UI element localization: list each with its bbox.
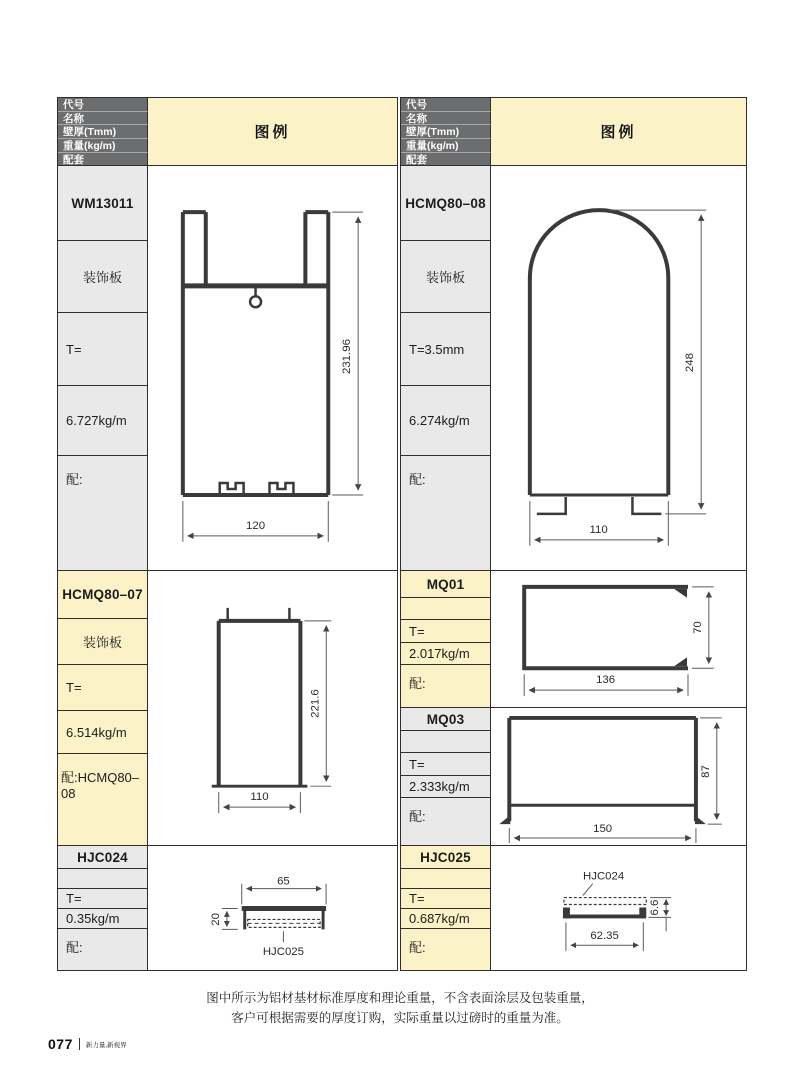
right-profile-table <box>400 97 747 971</box>
header-code-label: 代号 <box>58 98 148 112</box>
footer-note <box>0 988 800 1028</box>
profile-thickness: T= <box>401 753 491 776</box>
profile-code: HJC025 <box>401 846 491 869</box>
profile-code: HCMQ80–08 <box>401 166 491 241</box>
profile-weight: 2.333kg/m <box>401 776 491 798</box>
profile-accessory: 配: <box>58 929 148 971</box>
header-weight-label: 重量(kg/m) <box>58 139 148 153</box>
profile-thickness: T= <box>401 889 491 909</box>
dim-height-label: 87 <box>699 765 712 778</box>
hjc024-diagram-cell <box>148 846 398 971</box>
footer-note-line2: 客户可根据需要的厚度订购，实际重量以过磅时的重量为准。 <box>231 1011 569 1025</box>
dim-height-label: 221.6 <box>309 689 322 718</box>
profile-outline <box>524 587 688 668</box>
profile-accessory: 配: <box>58 456 148 571</box>
profile-thickness: T= <box>58 889 148 909</box>
profile-thickness: T= <box>58 313 148 386</box>
dimension-lines <box>183 212 363 542</box>
insert-ref-label: HJC025 <box>262 946 304 959</box>
header-thickness-label: 壁厚(Tmm) <box>401 125 491 139</box>
profile-code: WM13011 <box>58 166 148 241</box>
dimension-lines <box>222 884 326 943</box>
dim-width-label: 110 <box>589 523 608 536</box>
dimension-lines <box>524 587 714 696</box>
hjc024-profile-drawing <box>148 846 397 970</box>
dim-width-label: 110 <box>250 791 269 804</box>
legend-header: 图例 <box>491 98 747 166</box>
header-weight-label: 重量(kg/m) <box>401 139 491 153</box>
dim-height-label: 231.96 <box>341 339 354 375</box>
profile-outline <box>212 621 308 786</box>
profile-name <box>401 731 491 753</box>
profile-weight: 0.35kg/m <box>58 909 148 929</box>
profile-weight: 6.514kg/m <box>58 711 148 754</box>
brand-slogan: 新力量,新视界 <box>85 1041 127 1049</box>
profile-accessory: 配: <box>401 929 491 971</box>
dim-width-label: 136 <box>596 674 616 687</box>
dim-height-label: 248 <box>684 352 697 373</box>
dim-width-label: 65 <box>277 875 290 888</box>
mq01-diagram-cell <box>491 571 747 708</box>
legend-header: 图例 <box>148 98 398 166</box>
header-accessory-label: 配套 <box>401 153 491 166</box>
profile-name <box>401 598 491 620</box>
profile-weight: 6.727kg/m <box>58 386 148 456</box>
profile-outline <box>564 898 646 917</box>
profile-code: MQ01 <box>401 571 491 598</box>
dimension-lines <box>509 718 721 843</box>
profile-details <box>537 497 662 514</box>
hcmq80-08-diagram-cell <box>491 166 747 571</box>
profile-thickness: T= <box>58 665 148 711</box>
header-accessory-label: 配套 <box>58 153 148 166</box>
header-name-label: 名称 <box>401 112 491 125</box>
mq03-profile-drawing <box>491 708 746 845</box>
profile-accessory: 配: <box>401 665 491 708</box>
header-code-label: 代号 <box>401 98 491 112</box>
hcmq80-08-profile-drawing <box>491 166 746 570</box>
profile-name: 装饰板 <box>58 241 148 313</box>
footer-divider <box>79 1038 80 1050</box>
left-profile-table <box>57 97 398 971</box>
header-name-label: 名称 <box>58 112 148 125</box>
dim-width-label: 120 <box>246 519 266 532</box>
profile-outline <box>183 212 328 495</box>
profile-outline <box>530 210 668 495</box>
profile-details <box>220 288 294 495</box>
footer-note-line1: 图中所示为铝材基材标准厚度和理论重量，不含表面涂层及包装重量， <box>206 991 594 1005</box>
profile-name: 装饰板 <box>58 619 148 665</box>
dim-width-label: 150 <box>593 823 613 836</box>
mq03-diagram-cell <box>491 708 747 846</box>
dim-height-label: 20 <box>209 913 222 926</box>
profile-weight: 6.274kg/m <box>401 386 491 456</box>
profile-weight: 2.017kg/m <box>401 643 491 665</box>
dim-width-label: 62.35 <box>590 930 619 943</box>
dim-height-label: 70 <box>691 621 704 634</box>
profile-thickness: T=3.5mm <box>401 313 491 386</box>
hjc025-diagram-cell <box>491 846 747 971</box>
profile-accessory: 配: <box>401 798 491 846</box>
hcmq80-07-diagram-cell <box>148 571 398 846</box>
profile-accessory: 配: <box>401 456 491 571</box>
dim-height-label: 6.6 <box>649 899 662 916</box>
profile-thickness: T= <box>401 620 491 643</box>
profile-accessory: 配:HCMQ80–08 <box>58 754 148 846</box>
profile-weight: 0.687kg/m <box>401 909 491 929</box>
hcmq80-07-profile-drawing <box>148 571 397 845</box>
profile-code: HCMQ80–07 <box>58 571 148 619</box>
profile-outline <box>509 718 696 821</box>
profile-code: HJC024 <box>58 846 148 869</box>
hjc025-profile-drawing <box>491 846 746 970</box>
page-footer <box>48 1036 127 1052</box>
mq01-profile-drawing <box>491 571 746 707</box>
profile-name <box>401 869 491 889</box>
profile-details <box>674 589 687 666</box>
profile-code: MQ03 <box>401 708 491 731</box>
page-number: 077 <box>48 1036 73 1052</box>
profile-name: 装饰板 <box>401 241 491 313</box>
header-thickness-label: 壁厚(Tmm) <box>58 125 148 139</box>
mate-ref-label: HJC024 <box>583 870 625 883</box>
wm13011-diagram-cell <box>148 166 398 571</box>
profile-name <box>58 869 148 889</box>
wm13011-profile-drawing <box>148 166 397 570</box>
profile-outline <box>242 908 326 929</box>
